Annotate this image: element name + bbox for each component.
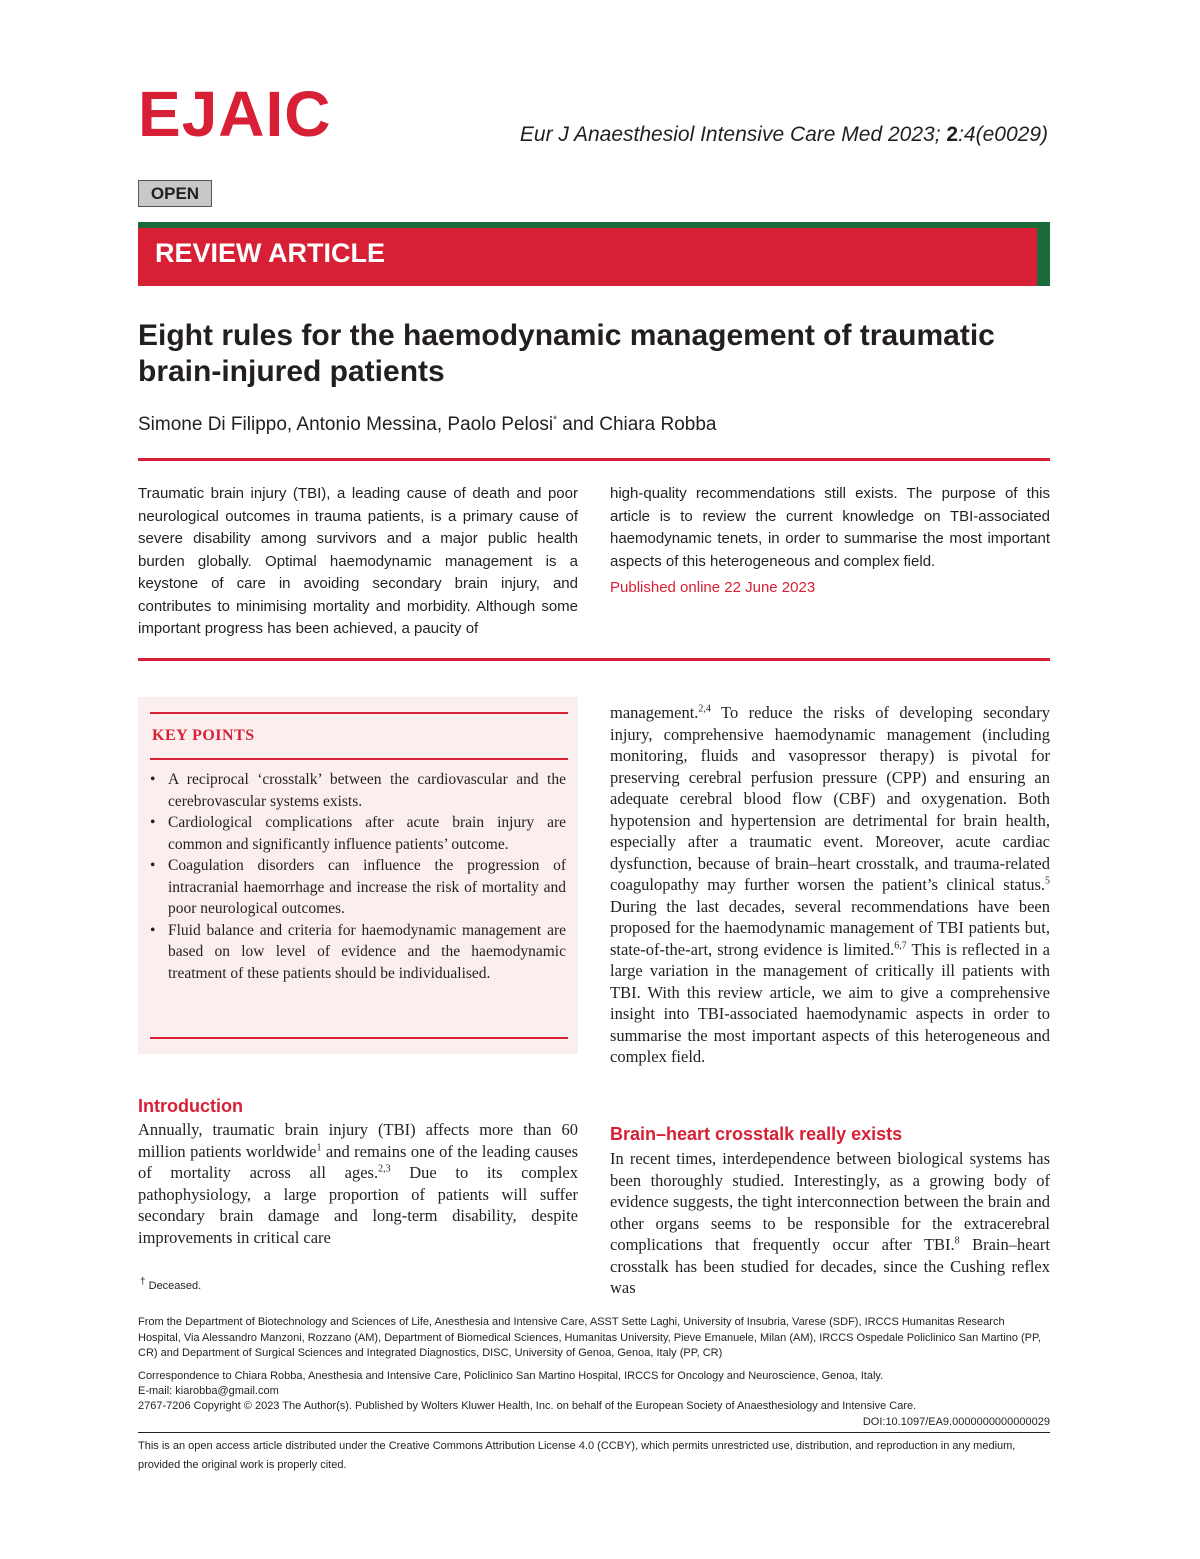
body-text-1: management.	[610, 703, 699, 722]
license-rule	[138, 1432, 1050, 1433]
abstract-column-2-text: high-quality recommendations still exists. The purpose of this article is to review the current knowledge on TBI-associated haemodynamic tenets, in order to summarise the most important aspects of this heterogeneous and complex field.	[610, 485, 1050, 570]
key-point-item	[150, 855, 566, 920]
authors-last: and Chiara Robba	[556, 414, 717, 435]
citation-issue: :4(e0029)	[958, 123, 1048, 146]
ref-2-4: 2,4	[698, 703, 711, 715]
key-point-item	[150, 920, 566, 985]
brain-heart-text-2: Brain–heart crosstalk has been studied for decades, since the Cushing reflex was	[610, 1235, 1050, 1297]
correspondence: Correspondence to Chiara Robba, Anesthesia and Intensive Care, Policlinico San Martino Hospital, IRCCS for Oncology and Neuroscience, Genoa, Italy.	[138, 1370, 884, 1382]
key-points-title: KEY POINTS	[152, 727, 255, 744]
key-point-item	[150, 812, 566, 855]
ref-2-3: 2,3	[378, 1163, 391, 1175]
introduction-body	[138, 1119, 578, 1248]
citation-volume: 2	[946, 123, 959, 146]
key-points-bottom-rule	[150, 1037, 568, 1039]
open-access-badge: OPEN	[138, 180, 212, 207]
abstract-top-rule	[138, 458, 1050, 461]
article-type-label: REVIEW ARTICLE	[155, 238, 386, 268]
key-points-title-rule	[150, 758, 568, 760]
intro-text-2: and remains one of the leading causes of mortality across all ages.	[138, 1141, 578, 1182]
journal-logo: EJAIC	[138, 78, 332, 150]
brain-heart-heading: Brain–heart crosstalk really exists	[610, 1124, 903, 1144]
correspondence-email: E-mail: kiarobba@gmail.com	[138, 1385, 279, 1397]
published-online-date: Published online 22 June 2023	[610, 579, 816, 596]
citation-journal-name: Eur J Anaesthesiol Intensive Care Med	[519, 123, 883, 146]
key-point-text: Coagulation disorders can influence the progression of intracranial haemorrhage and increase the risk of mortality and poor neurological outcomes.	[168, 857, 566, 917]
banner-accent-right	[1037, 222, 1050, 286]
doi: DOI:10.1097/EA9.0000000000000029	[862, 1416, 1050, 1428]
footnote-text: Deceased.	[145, 1280, 202, 1292]
license-text: This is an open access article distributed under the Creative Commons Attribution License 4.0 (CCBY), which permits unrestricted use, distribution, and reproduction in any medium, provided the original work is properly cited.	[138, 1440, 1016, 1471]
key-point-text: A reciprocal ‘crosstalk’ between the cardiovascular and the cerebrovascular systems exists.	[168, 771, 566, 810]
corresponding-author-mark: *	[553, 414, 557, 426]
bullet: •	[150, 921, 156, 939]
ref-5: 5	[1045, 875, 1050, 887]
right-column-body	[610, 702, 1050, 1068]
footnote-mark: †	[140, 1276, 146, 1288]
ref-6-7: 6,7	[894, 940, 907, 951]
key-points-box	[138, 697, 578, 1054]
key-points-top-rule	[150, 712, 568, 714]
abstract-column-1: Traumatic brain injury (TBI), a leading cause of death and poor neurological outcomes in trauma patients, is a primary cause of severe disability among survivors and a major public health burden globally. Optimal haemodynamic management is a keystone of care in avoiding secondary brain injury, and contributes to minimising mortality and morbidity. Although some important progress has been achieved, a paucity of	[138, 485, 578, 637]
ref-1: 1	[316, 1142, 322, 1153]
authors-first: Simone Di Filippo, Antonio Messina, Paolo Pelosi	[138, 414, 554, 435]
ref-8: 8	[954, 1235, 960, 1247]
body-text-4: This is reflected in a large variation in the management of critically ill patients with TBI. With this review article, we aim to give a comprehensive insight into TBI-associated haemodynamic aspects in order to summarise the most important aspects of this heterogeneous and complex field.	[610, 939, 1051, 1066]
intro-text-1: Annually, traumatic brain injury (TBI) affects more than 60 million patients worldwide	[138, 1120, 578, 1161]
body-text-3: During the last decades, several recommendations have been proposed for the haemodynamic management of TBI patients but, state-of-the-art, strong evidence is limited.	[610, 896, 1050, 959]
citation-year: 2023;	[882, 123, 947, 146]
bullet: •	[150, 857, 156, 874]
article-type-banner	[138, 222, 1050, 286]
article-title: Eight rules for the haemodynamic management of traumatic brain-injured patients	[138, 319, 995, 388]
banner-accent-top	[138, 222, 1050, 228]
key-point-item	[150, 769, 566, 812]
bullet: •	[150, 771, 156, 788]
key-point-text: Fluid balance and criteria for haemodynamic management are based on low level of evidence and the haemodynamic treatment of these patients should be individualised.	[168, 921, 566, 982]
copyright-line: 2767-7206 Copyright © 2023 The Author(s). Published by Wolters Kluwer Health, Inc. on behalf of the European Society of Anaesthesiology and Intensive Care.	[138, 1400, 917, 1412]
intro-text-3: Due to its complex pathophysiology, a large proportion of patients will suffer secondary brain damage and long-term disability, despite improvements in critical care	[138, 1163, 579, 1247]
body-text-2: To reduce the risks of developing secondary injury, comprehensive haemodynamic management (including monitoring, fluids and vasopressor therapy) is pivotal for preserving cerebral perfusion pressure (CPP) and ensuring an adequate cerebral blood flow (CBF) and oxygenation. Both hypotension and hypertension are detrimental for brain health, especially after a traumatic event. Moreover, acute cardiac dysfunction, because of brain–heart crosstalk, and trauma-related coagulopathy may further worsen the patient’s clinical status.	[610, 703, 1050, 894]
key-points-list	[150, 769, 566, 984]
bullet: •	[150, 814, 156, 831]
brain-heart-text-1: In recent times, interdependence between biological systems has been thoroughly studied. Interestingly, as a growing body of evidence suggests, the tight interconnection between the brain and other organs seems to be responsible for the extracerebral complications that frequently occur after TBI.	[610, 1149, 1050, 1254]
brain-heart-body	[610, 1148, 1050, 1299]
author-list	[138, 414, 716, 436]
affiliations: From the Department of Biotechnology and Sciences of Life, Anesthesia and Intensive Care, ASST Sette Laghi, University of Insubria, Varese (SDF), IRCCS Humanitas Research Hospital, Via Alessandro Manzoni, Rozzano (AM), Department of Biomedical Sciences, Humanitas University, Pieve Emanuele, Milan (AM), IRCCS Ospedale Policlinico San Martino (PP, CR) and Department of Surgical Sciences and Integrated Diagnostics, DISC, University of Genoa, Genoa, Italy (PP, CR)	[138, 1316, 1041, 1359]
introduction-heading: Introduction	[138, 1096, 243, 1116]
journal-citation	[520, 123, 1048, 147]
abstract-column-2	[610, 483, 1050, 596]
key-point-text: Cardiological complications after acute brain injury are common and significantly influence patients’ outcome.	[168, 814, 566, 853]
deceased-footnote	[140, 1276, 202, 1292]
abstract-bottom-rule	[138, 658, 1050, 661]
